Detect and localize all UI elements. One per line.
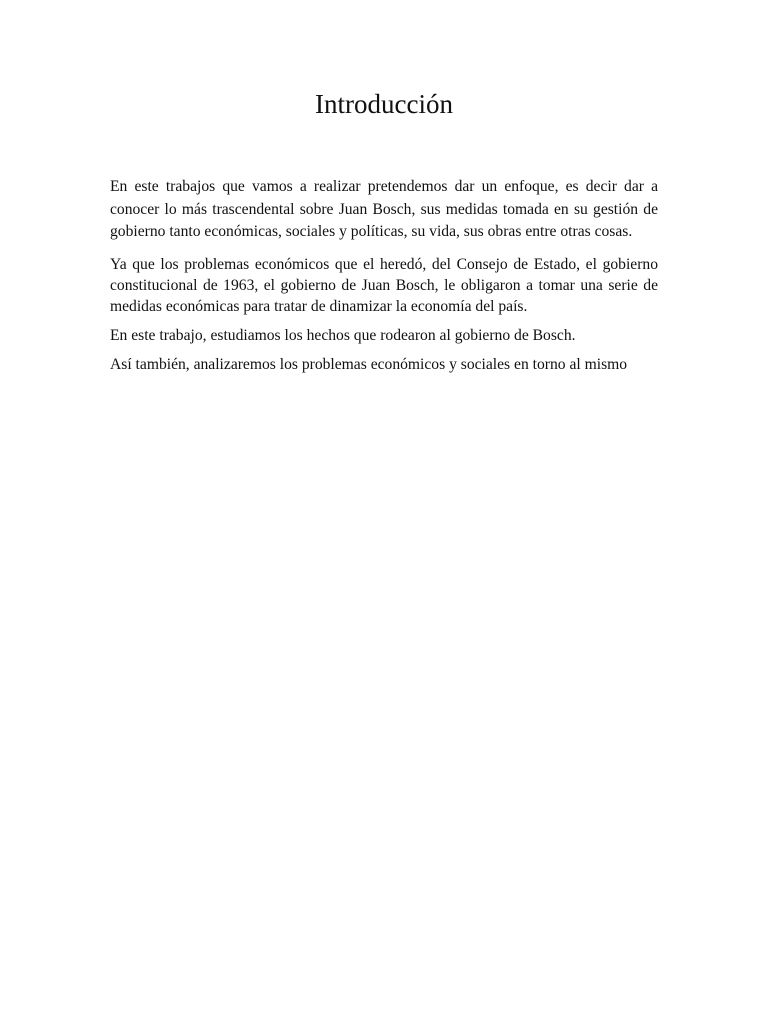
paragraph-study-scope: En este trabajo, estudiamos los hechos que rodearon al gobierno de Bosch. [110, 326, 576, 344]
document-body [110, 176, 658, 383]
paragraph-analysis: Así también, analizaremos los problemas económicos y sociales en torno al mismo [110, 355, 628, 373]
page-title: Introducción [315, 89, 453, 119]
paragraph-intro: En este trabajos que vamos a realizar pretendemos dar un enfoque, es decir dar a conocer lo más trascendental sobre Juan Bosch, sus medidas tomada en su gestión de gobierno tanto económicas, sociales y políticas, su vida, sus obras entre otras cosas. [110, 178, 658, 240]
paragraph-economic-problems: Ya que los problemas económicos que el heredó, del Consejo de Estado, el gobierno constitucional de 1963, el gobierno de Juan Bosch, le obligaron a tomar una serie de medidas económicas para tratar de dinamizar la economía del país. [110, 255, 658, 315]
